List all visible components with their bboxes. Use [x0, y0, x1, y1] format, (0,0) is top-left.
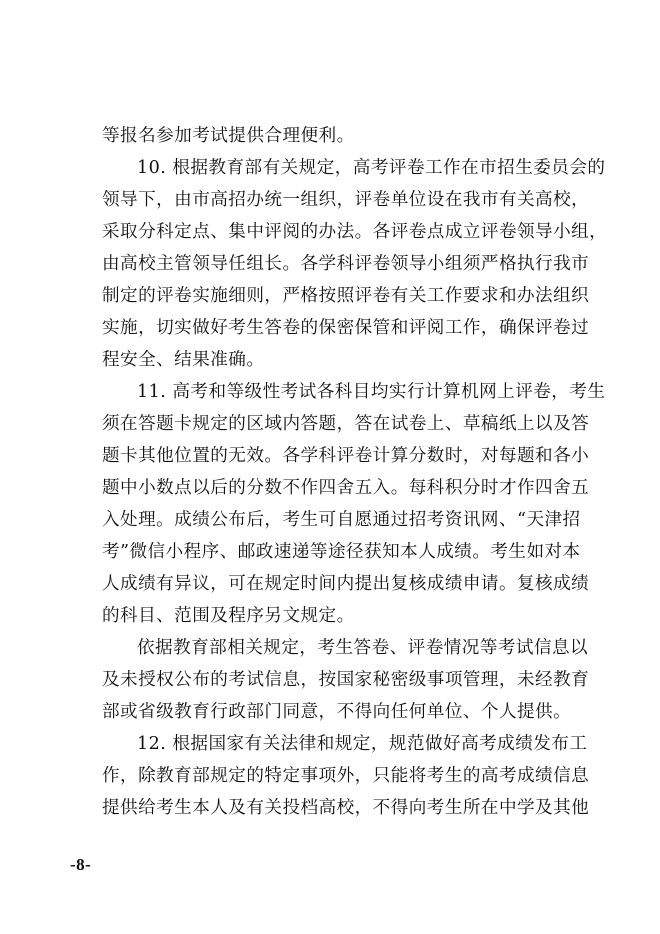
paragraph-10-line: 采取分科定点、集中评阅的办法。各评卷点成立评卷领导小组， — [102, 222, 608, 242]
paragraph-policy-line: 及未授权公布的考试信息，按国家秘密级事项管理，未经教育 — [102, 670, 590, 690]
paragraph-11-line: 人成绩有异议，可在规定时间内提出复核成绩申请。复核成绩 — [102, 574, 590, 594]
paragraph-12-line: 提供给考生本人及有关投档高校，不得向考生所在中学及其他 — [102, 798, 590, 818]
paragraph-12-line: 12. 根据国家有关法律和规定，规范做好高考成绩发布工 — [137, 734, 588, 754]
page-number: -8- — [70, 855, 92, 874]
paragraph-12-line: 作，除教育部规定的特定事项外，只能将考生的高考成绩信息 — [102, 766, 590, 786]
paragraph-10-line: 由高校主管领导任组长。各学科评卷领导小组须严格执行我市 — [102, 254, 590, 274]
paragraph-policy-line: 部或省级教育行政部门同意，不得向任何单位、个人提供。 — [102, 702, 572, 722]
paragraph-policy-line: 依据教育部相关规定，考生答卷、评卷情况等考试信息以 — [137, 638, 589, 658]
paragraph-11-line: 的科目、范围及程序另文规定。 — [102, 606, 355, 626]
paragraph-11-line: 11. 高考和等级性考试各科目均实行计算机网上评卷，考生 — [137, 382, 606, 402]
paragraph-10-line: 实施，切实做好考生答卷的保密保管和评阅工作，确保评卷过 — [102, 318, 590, 338]
paragraph-line: 等报名参加考试提供合理便利。 — [102, 126, 355, 146]
paragraph-10-line: 程安全、结果准确。 — [102, 350, 265, 370]
paragraph-10-line: 10. 根据教育部有关规定，高考评卷工作在市招生委员会的 — [137, 158, 606, 178]
paragraph-11-line: 入处理。成绩公布后，考生可自愿通过招考资讯网、“天津招 — [102, 510, 581, 530]
paragraph-11-line: 须在答题卡规定的区域内答题，答在试卷上、草稿纸上以及答 — [102, 414, 590, 434]
paragraph-11-line: 题卡其他位置的无效。各学科评卷计算分数时，对每题和各小 — [102, 446, 590, 466]
paragraph-10-line: 制定的评卷实施细则，严格按照评卷有关工作要求和办法组织 — [102, 286, 590, 306]
paragraph-11-line: 考”微信小程序、邮政速递等途径获知本人成绩。考生如对本 — [102, 542, 581, 562]
paragraph-11-line: 题中小数点以后的分数不作四舍五入。每科积分时才作四舍五 — [102, 478, 590, 498]
paragraph-10-line: 领导下，由市高招办统一组织，评卷单位设在我市有关高校， — [102, 190, 590, 210]
